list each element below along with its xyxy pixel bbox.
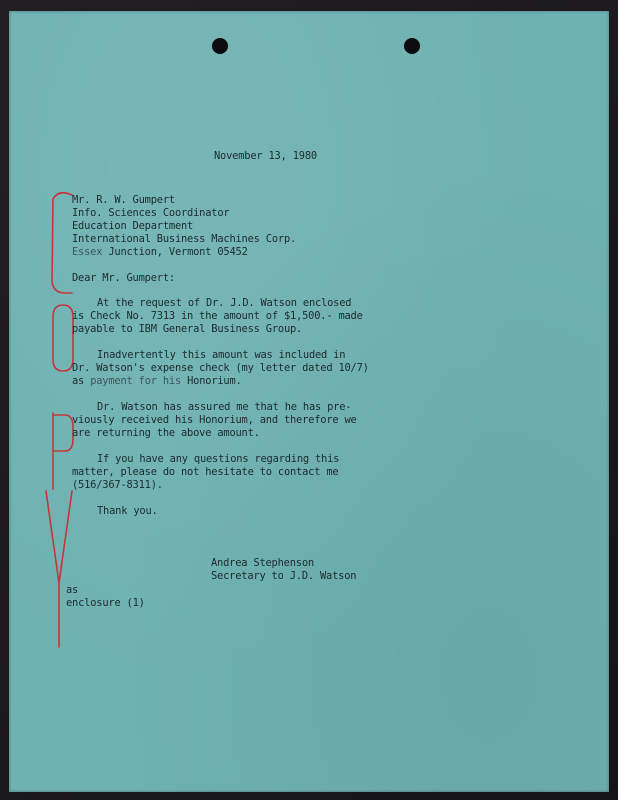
closing: Thank you. [97,505,158,517]
recipient-city-rest: Junction, Vermont 05452 [108,246,248,258]
letter-date: November 13, 1980 [214,150,317,162]
paragraph-2-prefix: as [72,375,85,387]
paragraph-2-line: Inadvertently this amount was included in [97,349,346,361]
letter-paper [9,11,609,792]
binder-hole-right [404,38,420,54]
paragraph-2-line: Dr. Watson's expense check (my letter dated 10/7) [72,362,369,374]
recipient-title: Info. Sciences Coordinator [72,207,230,219]
recipient-name: Mr. R. W. Gumpert [72,194,175,206]
paragraph-2-light: payment for his [90,375,182,387]
enclosure-note: enclosure (1) [66,597,145,609]
paragraph-2-rest: Honorium. [187,375,242,387]
paragraph-4-line: (516/367-8311). [72,479,163,491]
salutation: Dear Mr. Gumpert: [72,272,175,284]
paragraph-2-line [72,375,242,388]
signature-title: Secretary to J.D. Watson [211,570,357,582]
binder-hole-left [212,38,228,54]
paragraph-3-line: are returning the above amount. [72,427,260,439]
paragraph-1-line: payable to IBM General Business Group. [72,323,303,335]
paragraph-3-line: Dr. Watson has assured me that he has pre- [97,401,352,413]
recipient-city [72,246,248,259]
recipient-company: International Business Machines Corp. [72,233,297,245]
paragraph-1-line: At the request of Dr. J.D. Watson enclosed [97,297,352,309]
paragraph-4-line: If you have any questions regarding this [97,453,340,465]
paragraph-1-line: is Check No. 7313 in the amount of $1,500.- made [72,310,363,322]
typist-initials: as [66,584,79,596]
recipient-city-prefix: Essex [72,246,103,258]
paragraph-3-line: viously received his Honorium, and therefore we [72,414,357,426]
signature-name: Andrea Stephenson [211,557,314,569]
paragraph-4-line: matter, please do not hesitate to contact me [72,466,339,478]
recipient-department: Education Department [72,220,194,232]
